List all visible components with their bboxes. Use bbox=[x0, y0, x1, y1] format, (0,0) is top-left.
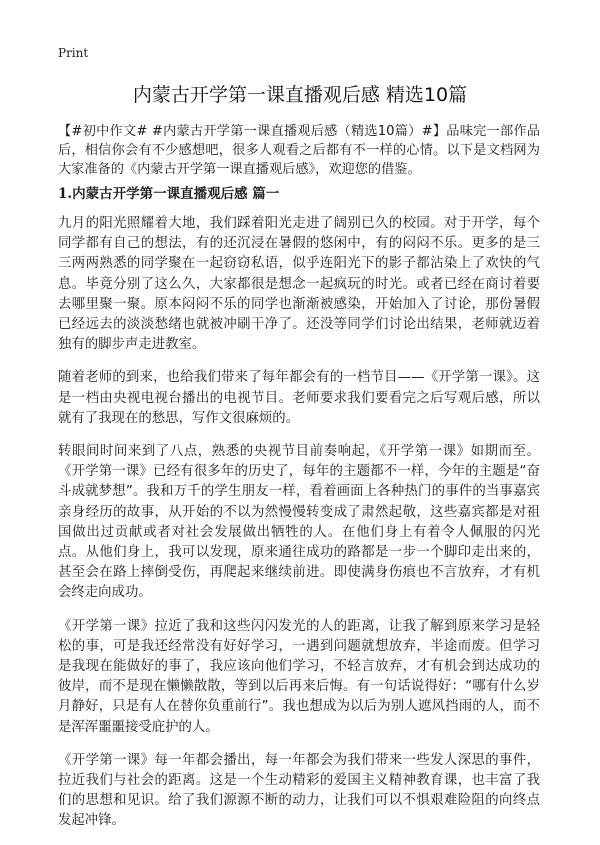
body-paragraph-5: 《开学第一课》每一年都会播出，每一年都会为我们带来一些发人深思的事件，拉近我们与社会的距离。这是一个生动精彩的爱国主义精神教育课，也丰富了我们的思想和见识。给了我们源源不断的动力，让我们可以不惧艰难险阻的向终点发起冲锋。 bbox=[58, 752, 540, 829]
intro-paragraph: 【#初中作文# #内蒙古开学第一课直播观后感（精选10篇）#】品味完一部作品后，相信你会有不少感想吧，很多人观看之后都有不一样的心情。以下是文档网为大家准备的《内蒙古开学第一课直播观后感》，欢迎您的借鉴。 bbox=[58, 124, 540, 177]
body-paragraph-4: 《开学第一课》拉近了我和这些闪闪发光的人的距离，让我了解到原来学习是轻松的事，可是我还经常没有好好学习，一遇到问题就想放弃，半途而废。但学习是我现在能做好的事了，我应该向他们学习，不轻言放弃，才有机会到达成功的彼岸，而不是现在懒懒散散，等到以后再来后悔。有一句话说得好：“哪有什么岁月静好，只是有人在替你负重前行”。我也想成为以后为别人遮风挡雨的人，而不是浑浑噩噩接受庇护的人。 bbox=[58, 618, 540, 735]
print-label: Print bbox=[58, 46, 89, 60]
body-paragraph-1: 九月的阳光照耀着大地，我们踩着阳光走进了阔别已久的校园。对于开学，每个同学都有自己的想法，有的还沉浸在暑假的悠闲中，有的闷闷不乐。更多的是三三两两熟悉的同学聚在一起窃窃私语，似乎连阳光下的影子都沾染上了欢快的气息。毕竟分别了这么久，大家都很是想念一起疯玩的时光。或者已经在商讨着要去哪里聚一聚。原本闷闷不乐的同学也渐渐被感染，开始加入了讨论，那份暑假已经远去的淡淡愁绪也就被冲刷干净了。还没等同学们讨论出结果，老师就迈着独有的脚步声走进教室。 bbox=[58, 216, 540, 353]
page-title: 内蒙古开学第一课直播观后感 精选10篇 bbox=[132, 84, 468, 106]
section-heading: 1.内蒙古开学第一课直播观后感 篇一 bbox=[58, 186, 280, 202]
body-paragraph-2: 随着老师的到来，也给我们带来了每年都会有的一档节目——《开学第一课》。这是一档由央视电视台播出的电视节目。老师要求我们要看完之后写观后感，所以就有了我现在的愁思，写作文很麻烦的。 bbox=[58, 370, 540, 426]
body-paragraph-3: 转眼间时间来到了八点，熟悉的央视节目前奏响起，《开学第一课》如期而至。《开学第一课》已经有很多年的历史了，每年的主题都不一样，今年的主题是“奋斗成就梦想”。我和万千的学生朋友一样，看着画面上各种热门的事件的当事嘉宾亲身经历的故事，从开始的不以为然慢慢转变成了肃然起敬，这些嘉宾都是对祖国做出过贡献或者对社会发展做出牺牲的人。在他们身上有着令人佩服的闪光点。从他们身上，我可以发现，原来通往成功的路都是一步一个脚印走出来的，甚至会在路上摔倒受伤，再爬起来继续前进。即使满身伤痕也不言放弃，才有机会终走向成功。 bbox=[58, 444, 540, 601]
article-body bbox=[58, 214, 540, 845]
